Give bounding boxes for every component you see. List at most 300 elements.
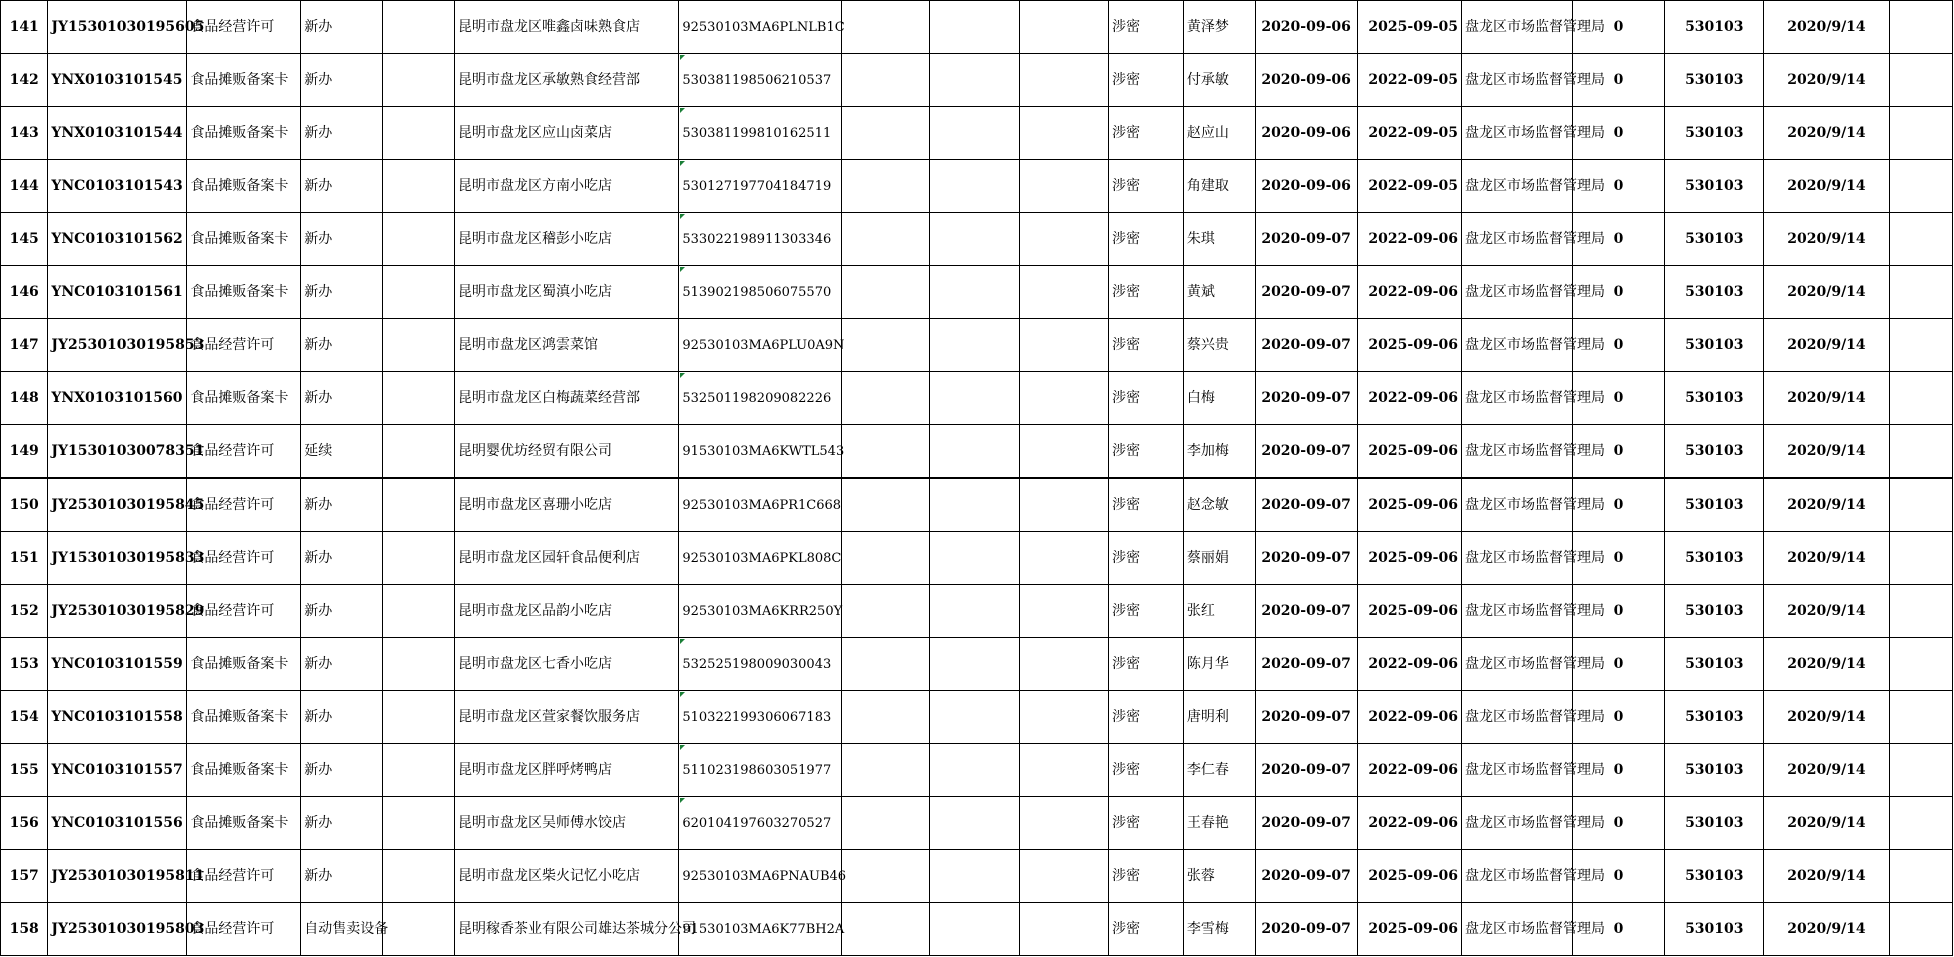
- row-number: 154: [1, 691, 48, 744]
- empty-cell: [1889, 54, 1952, 107]
- credit-code: 92530103MA6PNAUB46: [679, 850, 841, 903]
- row-number: 145: [1, 213, 48, 266]
- publish-date: 2020/9/14: [1764, 319, 1889, 372]
- valid-to-date: 2022-09-06: [1357, 372, 1461, 425]
- application-type: 新办: [301, 54, 383, 107]
- confidential-flag: 涉密: [1109, 1, 1184, 54]
- empty-cell: [1019, 425, 1109, 479]
- legal-representative: 李仁春: [1183, 744, 1255, 797]
- empty-cell: [383, 425, 455, 479]
- license-id: YNX0103101545: [48, 54, 187, 107]
- license-id: JY15301030195833: [48, 532, 187, 585]
- region-code: 530103: [1665, 107, 1764, 160]
- confidential-flag: 涉密: [1109, 425, 1184, 479]
- credit-code: 530127197704184719: [679, 160, 841, 213]
- credit-code: 92530103MA6KRR250Y: [679, 585, 841, 638]
- valid-from-date: 2020-09-07: [1255, 478, 1357, 532]
- confidential-flag: 涉密: [1109, 266, 1184, 319]
- empty-cell: [841, 54, 929, 107]
- row-number: 144: [1, 160, 48, 213]
- license-id: YNC0103101561: [48, 266, 187, 319]
- legal-representative: 付承敏: [1183, 54, 1255, 107]
- empty-cell: [1019, 266, 1109, 319]
- valid-to-date: 2022-09-05: [1357, 107, 1461, 160]
- license-type: 食品摊贩备案卡: [187, 638, 301, 691]
- business-name: 昆明市盘龙区柴火记忆小吃店: [454, 850, 678, 903]
- issuing-authority: 盘龙区市场监督管理局: [1461, 372, 1572, 425]
- license-type: 食品摊贩备案卡: [187, 744, 301, 797]
- valid-from-date: 2020-09-07: [1255, 425, 1357, 479]
- publish-date: 2020/9/14: [1764, 850, 1889, 903]
- application-type: 新办: [301, 319, 383, 372]
- legal-representative: 唐明利: [1183, 691, 1255, 744]
- valid-from-date: 2020-09-07: [1255, 850, 1357, 903]
- confidential-flag: 涉密: [1109, 160, 1184, 213]
- business-name: 昆明婴优坊经贸有限公司: [454, 425, 678, 479]
- valid-to-date: 2022-09-05: [1357, 54, 1461, 107]
- valid-from-date: 2020-09-07: [1255, 372, 1357, 425]
- issuing-authority: 盘龙区市场监督管理局: [1461, 54, 1572, 107]
- table-row[interactable]: [1, 585, 1953, 638]
- empty-cell: [930, 1, 1020, 54]
- valid-to-date: 2022-09-05: [1357, 160, 1461, 213]
- empty-cell: [1889, 478, 1952, 532]
- region-code: 530103: [1665, 213, 1764, 266]
- status-value: 0: [1572, 1, 1665, 54]
- empty-cell: [383, 160, 455, 213]
- application-type: 新办: [301, 213, 383, 266]
- table-row[interactable]: [1, 213, 1953, 266]
- credit-code: 530381199810162511: [679, 107, 841, 160]
- issuing-authority: 盘龙区市场监督管理局: [1461, 107, 1572, 160]
- confidential-flag: 涉密: [1109, 903, 1184, 956]
- confidential-flag: 涉密: [1109, 213, 1184, 266]
- empty-cell: [930, 850, 1020, 903]
- empty-cell: [841, 425, 929, 479]
- empty-cell: [841, 638, 929, 691]
- empty-cell: [1889, 691, 1952, 744]
- empty-cell: [1889, 638, 1952, 691]
- valid-from-date: 2020-09-06: [1255, 107, 1357, 160]
- region-code: 530103: [1665, 1, 1764, 54]
- license-type: 食品摊贩备案卡: [187, 160, 301, 213]
- publish-date: 2020/9/14: [1764, 266, 1889, 319]
- status-value: 0: [1572, 54, 1665, 107]
- region-code: 530103: [1665, 532, 1764, 585]
- issuing-authority: 盘龙区市场监督管理局: [1461, 744, 1572, 797]
- empty-cell: [383, 478, 455, 532]
- license-type: 食品摊贩备案卡: [187, 107, 301, 160]
- empty-cell: [1019, 54, 1109, 107]
- issuing-authority: 盘龙区市场监督管理局: [1461, 585, 1572, 638]
- region-code: 530103: [1665, 160, 1764, 213]
- credit-code: 91530103MA6K77BH2A: [679, 903, 841, 956]
- table-row[interactable]: [1, 425, 1953, 479]
- valid-from-date: 2020-09-07: [1255, 638, 1357, 691]
- row-number: 158: [1, 903, 48, 956]
- empty-cell: [841, 266, 929, 319]
- legal-representative: 张蓉: [1183, 850, 1255, 903]
- empty-cell: [930, 797, 1020, 850]
- status-value: 0: [1572, 585, 1665, 638]
- row-number: 143: [1, 107, 48, 160]
- empty-cell: [383, 54, 455, 107]
- confidential-flag: 涉密: [1109, 691, 1184, 744]
- license-id: YNC0103101559: [48, 638, 187, 691]
- credit-code: 530381198506210537: [679, 54, 841, 107]
- empty-cell: [1019, 903, 1109, 956]
- empty-cell: [841, 1, 929, 54]
- legal-representative: 黄泽梦: [1183, 1, 1255, 54]
- region-code: 530103: [1665, 903, 1764, 956]
- business-name: 昆明市盘龙区吴师傅水饺店: [454, 797, 678, 850]
- valid-to-date: 2025-09-06: [1357, 532, 1461, 585]
- region-code: 530103: [1665, 744, 1764, 797]
- table-row[interactable]: [1, 850, 1953, 903]
- valid-from-date: 2020-09-07: [1255, 532, 1357, 585]
- license-type: 食品经营许可: [187, 903, 301, 956]
- empty-cell: [1019, 372, 1109, 425]
- empty-cell: [1019, 107, 1109, 160]
- empty-cell: [930, 266, 1020, 319]
- legal-representative: 张红: [1183, 585, 1255, 638]
- application-type: 新办: [301, 585, 383, 638]
- application-type: 自动售卖设备: [301, 903, 383, 956]
- legal-representative: 赵念敏: [1183, 478, 1255, 532]
- status-value: 0: [1572, 744, 1665, 797]
- issuing-authority: 盘龙区市场监督管理局: [1461, 319, 1572, 372]
- empty-cell: [841, 213, 929, 266]
- license-type: 食品摊贩备案卡: [187, 797, 301, 850]
- credit-code: 532501198209082226: [679, 372, 841, 425]
- application-type: 新办: [301, 638, 383, 691]
- publish-date: 2020/9/14: [1764, 107, 1889, 160]
- table-body: [1, 1, 1953, 956]
- empty-cell: [930, 903, 1020, 956]
- table-row[interactable]: [1, 532, 1953, 585]
- license-id: JY15301030078351: [48, 425, 187, 479]
- status-value: 0: [1572, 478, 1665, 532]
- license-id: JY15301030195605: [48, 1, 187, 54]
- license-id: JY25301030195845: [48, 478, 187, 532]
- valid-to-date: 2025-09-06: [1357, 319, 1461, 372]
- status-value: 0: [1572, 532, 1665, 585]
- empty-cell: [1889, 266, 1952, 319]
- license-type: 食品摊贩备案卡: [187, 691, 301, 744]
- row-number: 152: [1, 585, 48, 638]
- valid-from-date: 2020-09-07: [1255, 744, 1357, 797]
- empty-cell: [841, 532, 929, 585]
- issuing-authority: 盘龙区市场监督管理局: [1461, 266, 1572, 319]
- empty-cell: [1889, 372, 1952, 425]
- empty-cell: [1889, 425, 1952, 479]
- credit-code: 510322199306067183: [679, 691, 841, 744]
- application-type: 新办: [301, 850, 383, 903]
- business-name: 昆明市盘龙区七香小吃店: [454, 638, 678, 691]
- valid-to-date: 2025-09-06: [1357, 903, 1461, 956]
- license-id: YNX0103101544: [48, 107, 187, 160]
- application-type: 新办: [301, 532, 383, 585]
- publish-date: 2020/9/14: [1764, 903, 1889, 956]
- empty-cell: [383, 744, 455, 797]
- legal-representative: 王春艳: [1183, 797, 1255, 850]
- row-number: 151: [1, 532, 48, 585]
- issuing-authority: 盘龙区市场监督管理局: [1461, 532, 1572, 585]
- credit-code: 533022198911303346: [679, 213, 841, 266]
- valid-to-date: 2022-09-06: [1357, 213, 1461, 266]
- empty-cell: [383, 213, 455, 266]
- confidential-flag: 涉密: [1109, 54, 1184, 107]
- empty-cell: [383, 372, 455, 425]
- empty-cell: [841, 850, 929, 903]
- row-number: 142: [1, 54, 48, 107]
- status-value: 0: [1572, 319, 1665, 372]
- table-row[interactable]: [1, 638, 1953, 691]
- empty-cell: [841, 478, 929, 532]
- legal-representative: 陈月华: [1183, 638, 1255, 691]
- table-row[interactable]: [1, 319, 1953, 372]
- empty-cell: [841, 744, 929, 797]
- publish-date: 2020/9/14: [1764, 585, 1889, 638]
- status-value: 0: [1572, 425, 1665, 479]
- issuing-authority: 盘龙区市场监督管理局: [1461, 160, 1572, 213]
- empty-cell: [841, 372, 929, 425]
- row-number: 153: [1, 638, 48, 691]
- status-value: 0: [1572, 372, 1665, 425]
- credit-code: 513902198506075570: [679, 266, 841, 319]
- business-name: 昆明市盘龙区品韵小吃店: [454, 585, 678, 638]
- table-row[interactable]: [1, 266, 1953, 319]
- confidential-flag: 涉密: [1109, 850, 1184, 903]
- license-id: JY25301030195811: [48, 850, 187, 903]
- table-row[interactable]: [1, 54, 1953, 107]
- publish-date: 2020/9/14: [1764, 532, 1889, 585]
- valid-to-date: 2022-09-06: [1357, 266, 1461, 319]
- row-number: 155: [1, 744, 48, 797]
- license-type: 食品经营许可: [187, 425, 301, 479]
- table-row[interactable]: [1, 160, 1953, 213]
- business-name: 昆明稼香茶业有限公司雄达茶城分公司: [454, 903, 678, 956]
- valid-to-date: 2025-09-06: [1357, 478, 1461, 532]
- valid-from-date: 2020-09-07: [1255, 213, 1357, 266]
- empty-cell: [1019, 850, 1109, 903]
- region-code: 530103: [1665, 585, 1764, 638]
- empty-cell: [383, 585, 455, 638]
- row-number: 146: [1, 266, 48, 319]
- publish-date: 2020/9/14: [1764, 638, 1889, 691]
- business-name: 昆明市盘龙区蜀滇小吃店: [454, 266, 678, 319]
- license-type: 食品经营许可: [187, 1, 301, 54]
- empty-cell: [1889, 319, 1952, 372]
- empty-cell: [1889, 744, 1952, 797]
- empty-cell: [930, 160, 1020, 213]
- application-type: 新办: [301, 160, 383, 213]
- empty-cell: [383, 850, 455, 903]
- publish-date: 2020/9/14: [1764, 1, 1889, 54]
- region-code: 530103: [1665, 372, 1764, 425]
- legal-representative: 白梅: [1183, 372, 1255, 425]
- empty-cell: [1019, 638, 1109, 691]
- table-row[interactable]: [1, 744, 1953, 797]
- row-number: 149: [1, 425, 48, 479]
- row-number: 150: [1, 478, 48, 532]
- empty-cell: [930, 372, 1020, 425]
- credit-code: 92530103MA6PLU0A9N: [679, 319, 841, 372]
- publish-date: 2020/9/14: [1764, 691, 1889, 744]
- valid-from-date: 2020-09-07: [1255, 266, 1357, 319]
- valid-to-date: 2025-09-06: [1357, 585, 1461, 638]
- empty-cell: [383, 638, 455, 691]
- empty-cell: [930, 691, 1020, 744]
- empty-cell: [1889, 160, 1952, 213]
- business-name: 昆明市盘龙区胖呼烤鸭店: [454, 744, 678, 797]
- license-id: JY25301030195803: [48, 903, 187, 956]
- valid-to-date: 2022-09-06: [1357, 797, 1461, 850]
- empty-cell: [383, 691, 455, 744]
- table-row[interactable]: [1, 372, 1953, 425]
- valid-to-date: 2025-09-06: [1357, 850, 1461, 903]
- status-value: 0: [1572, 266, 1665, 319]
- status-value: 0: [1572, 797, 1665, 850]
- empty-cell: [1019, 744, 1109, 797]
- empty-cell: [1889, 797, 1952, 850]
- valid-from-date: 2020-09-07: [1255, 319, 1357, 372]
- empty-cell: [930, 638, 1020, 691]
- valid-to-date: 2022-09-06: [1357, 691, 1461, 744]
- empty-cell: [1019, 532, 1109, 585]
- empty-cell: [841, 903, 929, 956]
- empty-cell: [1019, 319, 1109, 372]
- license-id: YNC0103101543: [48, 160, 187, 213]
- empty-cell: [1889, 850, 1952, 903]
- license-type: 食品摊贩备案卡: [187, 54, 301, 107]
- license-type: 食品摊贩备案卡: [187, 213, 301, 266]
- empty-cell: [930, 744, 1020, 797]
- empty-cell: [1889, 585, 1952, 638]
- region-code: 530103: [1665, 54, 1764, 107]
- license-type: 食品摊贩备案卡: [187, 372, 301, 425]
- valid-from-date: 2020-09-07: [1255, 585, 1357, 638]
- empty-cell: [1889, 532, 1952, 585]
- valid-to-date: 2022-09-06: [1357, 638, 1461, 691]
- credit-code: 91530103MA6KWTL543: [679, 425, 841, 479]
- empty-cell: [930, 107, 1020, 160]
- application-type: 新办: [301, 744, 383, 797]
- valid-from-date: 2020-09-06: [1255, 1, 1357, 54]
- empty-cell: [841, 585, 929, 638]
- row-number: 156: [1, 797, 48, 850]
- valid-to-date: 2022-09-06: [1357, 744, 1461, 797]
- status-value: 0: [1572, 160, 1665, 213]
- confidential-flag: 涉密: [1109, 478, 1184, 532]
- empty-cell: [841, 319, 929, 372]
- license-id: YNC0103101557: [48, 744, 187, 797]
- application-type: 新办: [301, 107, 383, 160]
- valid-from-date: 2020-09-06: [1255, 54, 1357, 107]
- credit-code: 92530103MA6PLNLB1C: [679, 1, 841, 54]
- empty-cell: [841, 691, 929, 744]
- credit-code: 92530103MA6PKL808C: [679, 532, 841, 585]
- empty-cell: [930, 54, 1020, 107]
- empty-cell: [383, 532, 455, 585]
- row-number: 141: [1, 1, 48, 54]
- status-value: 0: [1572, 107, 1665, 160]
- business-name: 昆明市盘龙区唯鑫卤味熟食店: [454, 1, 678, 54]
- empty-cell: [383, 903, 455, 956]
- application-type: 新办: [301, 266, 383, 319]
- confidential-flag: 涉密: [1109, 744, 1184, 797]
- status-value: 0: [1572, 691, 1665, 744]
- empty-cell: [383, 1, 455, 54]
- license-id: JY25301030195853: [48, 319, 187, 372]
- business-name: 昆明市盘龙区应山卤菜店: [454, 107, 678, 160]
- table-row[interactable]: [1, 691, 1953, 744]
- license-id: YNC0103101562: [48, 213, 187, 266]
- publish-date: 2020/9/14: [1764, 797, 1889, 850]
- table-row[interactable]: [1, 903, 1953, 956]
- issuing-authority: 盘龙区市场监督管理局: [1461, 1, 1572, 54]
- application-type: 新办: [301, 691, 383, 744]
- row-number: 147: [1, 319, 48, 372]
- confidential-flag: 涉密: [1109, 638, 1184, 691]
- empty-cell: [841, 160, 929, 213]
- table-row[interactable]: [1, 1, 1953, 54]
- empty-cell: [1889, 1, 1952, 54]
- credit-code: 511023198603051977: [679, 744, 841, 797]
- empty-cell: [1019, 797, 1109, 850]
- business-name: 昆明市盘龙区白梅蔬菜经营部: [454, 372, 678, 425]
- issuing-authority: 盘龙区市场监督管理局: [1461, 478, 1572, 532]
- legal-representative: 角建取: [1183, 160, 1255, 213]
- empty-cell: [1019, 213, 1109, 266]
- issuing-authority: 盘龙区市场监督管理局: [1461, 850, 1572, 903]
- issuing-authority: 盘龙区市场监督管理局: [1461, 691, 1572, 744]
- region-code: 530103: [1665, 797, 1764, 850]
- confidential-flag: 涉密: [1109, 532, 1184, 585]
- publish-date: 2020/9/14: [1764, 54, 1889, 107]
- confidential-flag: 涉密: [1109, 797, 1184, 850]
- business-name: 昆明市盘龙区萱家餐饮服务店: [454, 691, 678, 744]
- valid-from-date: 2020-09-07: [1255, 691, 1357, 744]
- license-id: JY25301030195829: [48, 585, 187, 638]
- empty-cell: [1019, 585, 1109, 638]
- issuing-authority: 盘龙区市场监督管理局: [1461, 638, 1572, 691]
- empty-cell: [930, 213, 1020, 266]
- table-row[interactable]: [1, 107, 1953, 160]
- license-type: 食品经营许可: [187, 850, 301, 903]
- empty-cell: [1019, 160, 1109, 213]
- empty-cell: [383, 319, 455, 372]
- business-name: 昆明市盘龙区园轩食品便利店: [454, 532, 678, 585]
- valid-from-date: 2020-09-07: [1255, 797, 1357, 850]
- empty-cell: [1889, 903, 1952, 956]
- empty-cell: [383, 266, 455, 319]
- license-id: YNC0103101556: [48, 797, 187, 850]
- table-row[interactable]: [1, 478, 1953, 532]
- region-code: 530103: [1665, 425, 1764, 479]
- empty-cell: [1889, 107, 1952, 160]
- status-value: 0: [1572, 638, 1665, 691]
- legal-representative: 黄斌: [1183, 266, 1255, 319]
- table-row[interactable]: [1, 797, 1953, 850]
- credit-code: 92530103MA6PR1C668: [679, 478, 841, 532]
- business-name: 昆明市盘龙区喜珊小吃店: [454, 478, 678, 532]
- legal-representative: 朱琪: [1183, 213, 1255, 266]
- publish-date: 2020/9/14: [1764, 744, 1889, 797]
- license-type: 食品摊贩备案卡: [187, 266, 301, 319]
- valid-to-date: 2025-09-05: [1357, 1, 1461, 54]
- confidential-flag: 涉密: [1109, 107, 1184, 160]
